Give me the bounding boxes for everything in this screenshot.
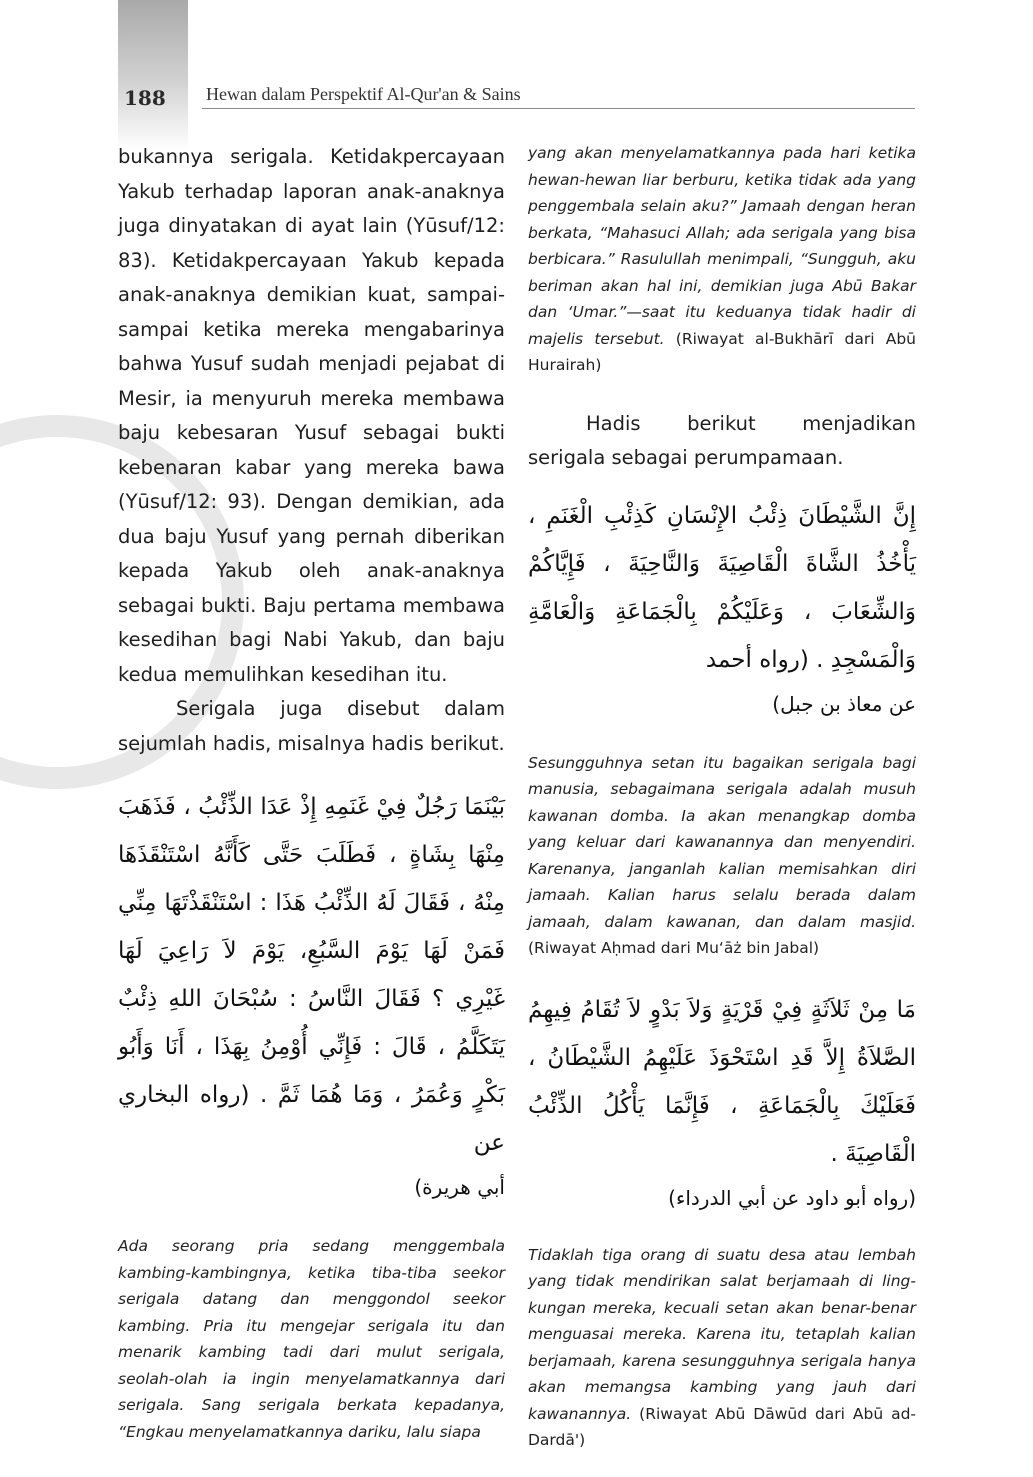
translation-text: yang akan menyelamatkannya pada hari ketika hewan-hewan liar berburu, ketika tidak ada yang penggembala selain aku?” Jamaah dengan heran berkata, “Mahasuci Allah; ada serigala yang bisa berbicara.” Rasulullah menimpali, “Sungguh, aku beriman akan hal ini, demikian juga Abū Bakar dan ‘Umar.”—saat itu keduanya tidak hadir di majelis tersebut. (528, 144, 916, 348)
running-title: Hewan dalam Perspektif Al-Qur'an & Sains (206, 84, 521, 104)
hadith-arabic-source: أبي هريرة) (414, 1175, 505, 1199)
hadith-translation (528, 750, 916, 962)
body-paragraph: bukannya serigala. Ketidakpercayaan Yakub terhadap laporan anak-anaknya juga dinyatakan di ayat lain (Yūsuf/12: 83). Ketidakpercayaan Yakub kepada anak-anaknya demikian kuat, sampai-sampai ketika mereka mengabarinya bahwa Yusuf sudah menjadi pejabat di Mesir, ia menyuruh mereka membawa baju kebesaran Yusuf sebagai bukti kebenaran kabar yang mereka bawa (Yūsuf/12: 93). Dengan demikian, ada dua baju Yusuf yang pernah diberikan kepada Yakub oleh anak-anaknya sebagai bukti. Baju pertama membawa kesedihan bagi Nabi Yakub, dan baju kedua memulihkan kesedihan itu. (118, 145, 505, 686)
header-rule (202, 108, 915, 109)
hadith-arabic-text: إِنَّ الشَّيْطَانَ ذِئْبُ الإِنْسَانِ كَذِئْبِ الْغَنَمِ ، يَأْخُذُ الشَّاةَ الْقَاصِيَةَ وَالنَّاحِيَةَ ، فَإِيَّاكُمْ وَالشِّعَابَ ، وَعَلَيْكُمْ بِالْجَمَاعَةِ وَالْعَامَّةِ وَالْمَسْجِدِ . (رواه أحمد (528, 502, 916, 673)
hadith-arabic-source: عن معاذ بن جبل) (772, 691, 916, 716)
hadith-arabic-text: مَا مِنْ ثَلاَثَةٍ فِيْ قَرْيَةٍ وَلاَ بَدْوٍ لاَ تُقَامُ فِيهِمُ الصَّلاَةُ إِلاَّ قَدِ اسْتَحْوَذَ عَلَيْهِمُ الشَّيْطَانُ ، فَعَلَيْكَ بِالْجَمَاعَةِ ، فَإِنَّمَا يَأْكُلُ الذِّئْبُ الْقَاصِيَةَ . (528, 996, 916, 1167)
right-column (528, 140, 916, 1454)
hadith-translation-continued (528, 140, 916, 379)
body-paragraph: Hadis berikut menjadikan serigala sebagai perumpamaan. (528, 411, 916, 469)
page-number: 188 (124, 86, 166, 110)
hadith-reference: (Riwayat Abū Dāwūd dari Abū ad-Dardā') (528, 1404, 916, 1449)
translation-text: Tidaklah tiga orang di suatu desa atau lembah yang tidak mendirikan salat berjamaah di ling-kungan mereka, kecuali setan akan benar-benar menguasai mereka. Karena itu, tetaplah kalian berjamaah, karena sesungguhnya serigala hanya akan memangsa kambing yang jauh dari kawanannya. (528, 1245, 916, 1423)
hadith-reference: (Riwayat Aḥmad dari Mu‘āż bin Jabal) (528, 939, 820, 957)
left-column (118, 140, 505, 1445)
hadith-arabic-source: (رواه أبو داود عن أبي الدرداء) (668, 1185, 916, 1210)
body-paragraph: Serigala juga disebut dalam sejumlah hadis, misalnya hadis berikut. (118, 697, 505, 755)
hadith-translation: Ada seorang pria sedang menggembala kambing-kambingnya, ketika tiba-tiba seekor serigala datang dan menggondol seekor kambing. Pria itu mengejar serigala itu dan menarik kambing tadi dari mulut serigala, seolah-olah ia ingin menyelamatkannya dari serigala. Sang serigala berkata kepadanya, “Engkau menyelamatkannya dariku, lalu siapa (118, 1237, 505, 1441)
header-tab-shade (118, 0, 188, 150)
hadith-translation (528, 1242, 916, 1454)
hadith-reference: (Riwayat al-Bukhārī dari Abū Hurairah) (528, 329, 916, 374)
translation-text: Sesungguhnya setan itu bagaikan serigala bagi manusia, sebagaimana serigala adalah musuh kawanan domba. Ia akan menangkap domba yang keluar dari kawanannya dan menyendiri. Karenanya, janganlah kalian memisahkan diri jamaah. Kalian harus selalu berada dalam jamaah, dalam kawanan, dan dalam masjid. (528, 753, 916, 931)
hadith-arabic-text: بَيْنَمَا رَجُلٌ فِيْ غَنَمِهِ إِذْ عَدَا الذِّئْبُ ، فَذَهَبَ مِنْهَا بِشَاةٍ ، فَطَلَبَ حَتَّى كَأَنَّهُ اسْتَنْقَذَهَا مِنْهُ ، فَقَالَ لَهُ الذِّئْبُ هَذَا : اسْتَنْقَذْتَهَا مِنِّي فَمَنْ لَهَا يَوْمَ السَّبُعِ، يَوْمَ لاَ رَاعِيَ لَهَا غَيْرِي ؟ فَقَالَ النَّاسُ : سُبْحَانَ اللهِ ذِئْبٌ يَتَكَلَّمُ ، قَالَ : فَإِنِّي أُوْمِنُ بِهَذَا ، أَنَا وَأَبُو بَكْرٍ وَعُمَرُ ، وَمَا هُمَا ثَمَّ . (رواه البخاري عن (118, 794, 505, 1156)
